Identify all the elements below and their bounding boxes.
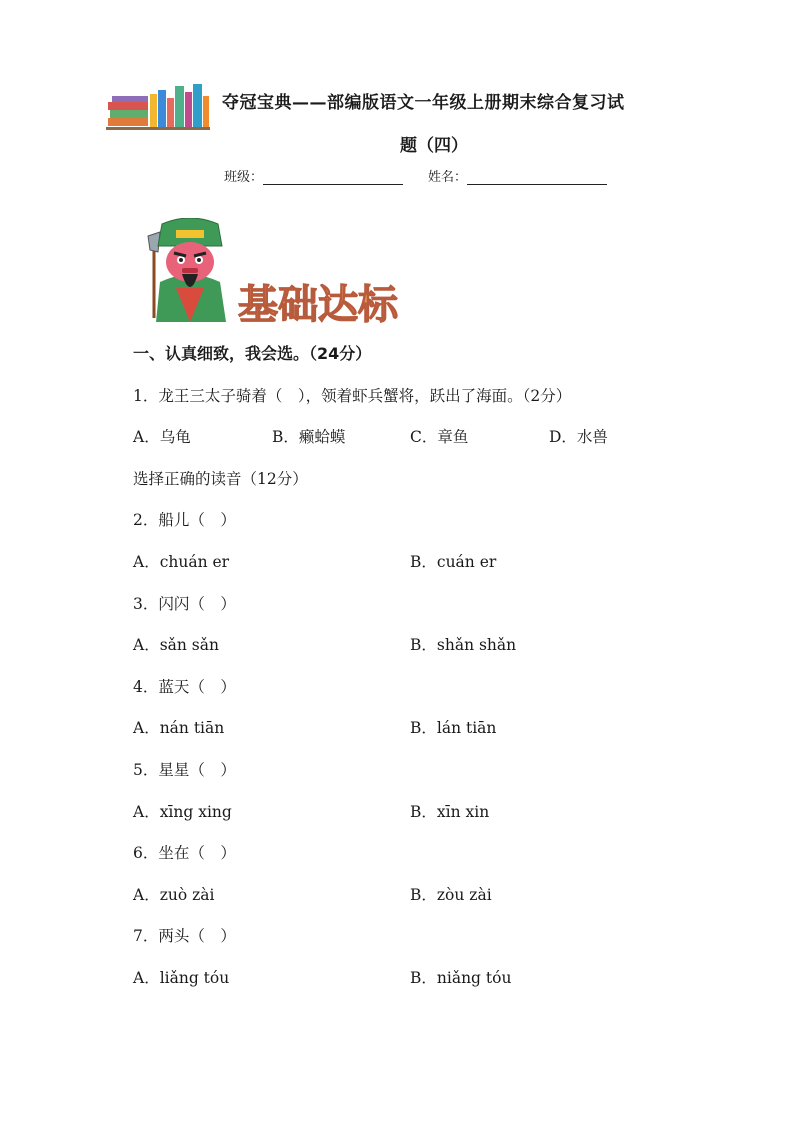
q2-option-b[interactable]: B．cuán er bbox=[410, 553, 497, 571]
question-5-options bbox=[0, 800, 794, 822]
q3-option-b[interactable]: B．shǎn shǎn bbox=[410, 636, 517, 654]
question-6-stem: 6．坐在（ ） bbox=[133, 844, 236, 862]
name-blank[interactable] bbox=[467, 168, 607, 185]
q1-option-a[interactable]: A．乌龟 bbox=[133, 428, 191, 446]
q1-option-d[interactable]: D．水兽 bbox=[549, 428, 608, 446]
q7-option-b[interactable]: B．niǎng tóu bbox=[410, 969, 512, 987]
q6-option-b[interactable]: B．zòu zài bbox=[410, 886, 492, 904]
q6-option-a[interactable]: A．zuò zài bbox=[133, 886, 215, 904]
question-6-options bbox=[0, 883, 794, 905]
q4-option-a[interactable]: A．nán tiān bbox=[133, 719, 225, 737]
q5-option-a[interactable]: A．xīng xing bbox=[133, 803, 232, 821]
question-4-options bbox=[0, 716, 794, 738]
question-5-stem: 5．星星（ ） bbox=[133, 761, 236, 779]
doc-title-line1: 夺冠宝典——部编版语文一年级上册期末综合复习试 bbox=[222, 93, 625, 113]
q1-option-b[interactable]: B．癞蛤蟆 bbox=[272, 428, 346, 446]
name-field bbox=[428, 166, 607, 185]
q2-option-a[interactable]: A．chuán er bbox=[133, 553, 230, 571]
q1-option-c[interactable]: C．章鱼 bbox=[410, 428, 469, 446]
class-blank[interactable] bbox=[263, 168, 403, 185]
question-4-stem: 4．蓝天（ ） bbox=[133, 678, 236, 696]
books-illustration bbox=[106, 82, 210, 132]
mascot-illustration bbox=[142, 218, 238, 326]
banner-text: 基础达标 bbox=[238, 282, 398, 328]
section-banner bbox=[232, 278, 432, 330]
class-label: 班级： bbox=[224, 170, 264, 185]
pinyin-subheading: 选择正确的读音（12分） bbox=[133, 470, 308, 488]
section-1-title: 一、认真细致，我会选。（24分） bbox=[133, 344, 372, 363]
q5-option-b[interactable]: B．xīn xin bbox=[410, 803, 490, 821]
question-7-options bbox=[0, 966, 794, 988]
question-1-options bbox=[0, 425, 794, 447]
question-7-stem: 7．两头（ ） bbox=[133, 927, 236, 945]
q3-option-a[interactable]: A．sǎn sǎn bbox=[133, 636, 219, 654]
question-1-stem: 1．龙王三太子骑着（ ），领着虾兵蟹将，跃出了海面。（2分） bbox=[133, 387, 572, 405]
question-2-stem: 2．船儿（ ） bbox=[133, 511, 236, 529]
question-2-options bbox=[0, 550, 794, 572]
class-field bbox=[224, 166, 403, 185]
question-3-stem: 3．闪闪（ ） bbox=[133, 595, 236, 613]
question-3-options bbox=[0, 633, 794, 655]
q7-option-a[interactable]: A．liǎng tóu bbox=[133, 969, 230, 987]
doc-title-line2: 题（四） bbox=[400, 136, 468, 156]
name-label: 姓名： bbox=[428, 170, 468, 185]
q4-option-b[interactable]: B．lán tiān bbox=[410, 719, 497, 737]
